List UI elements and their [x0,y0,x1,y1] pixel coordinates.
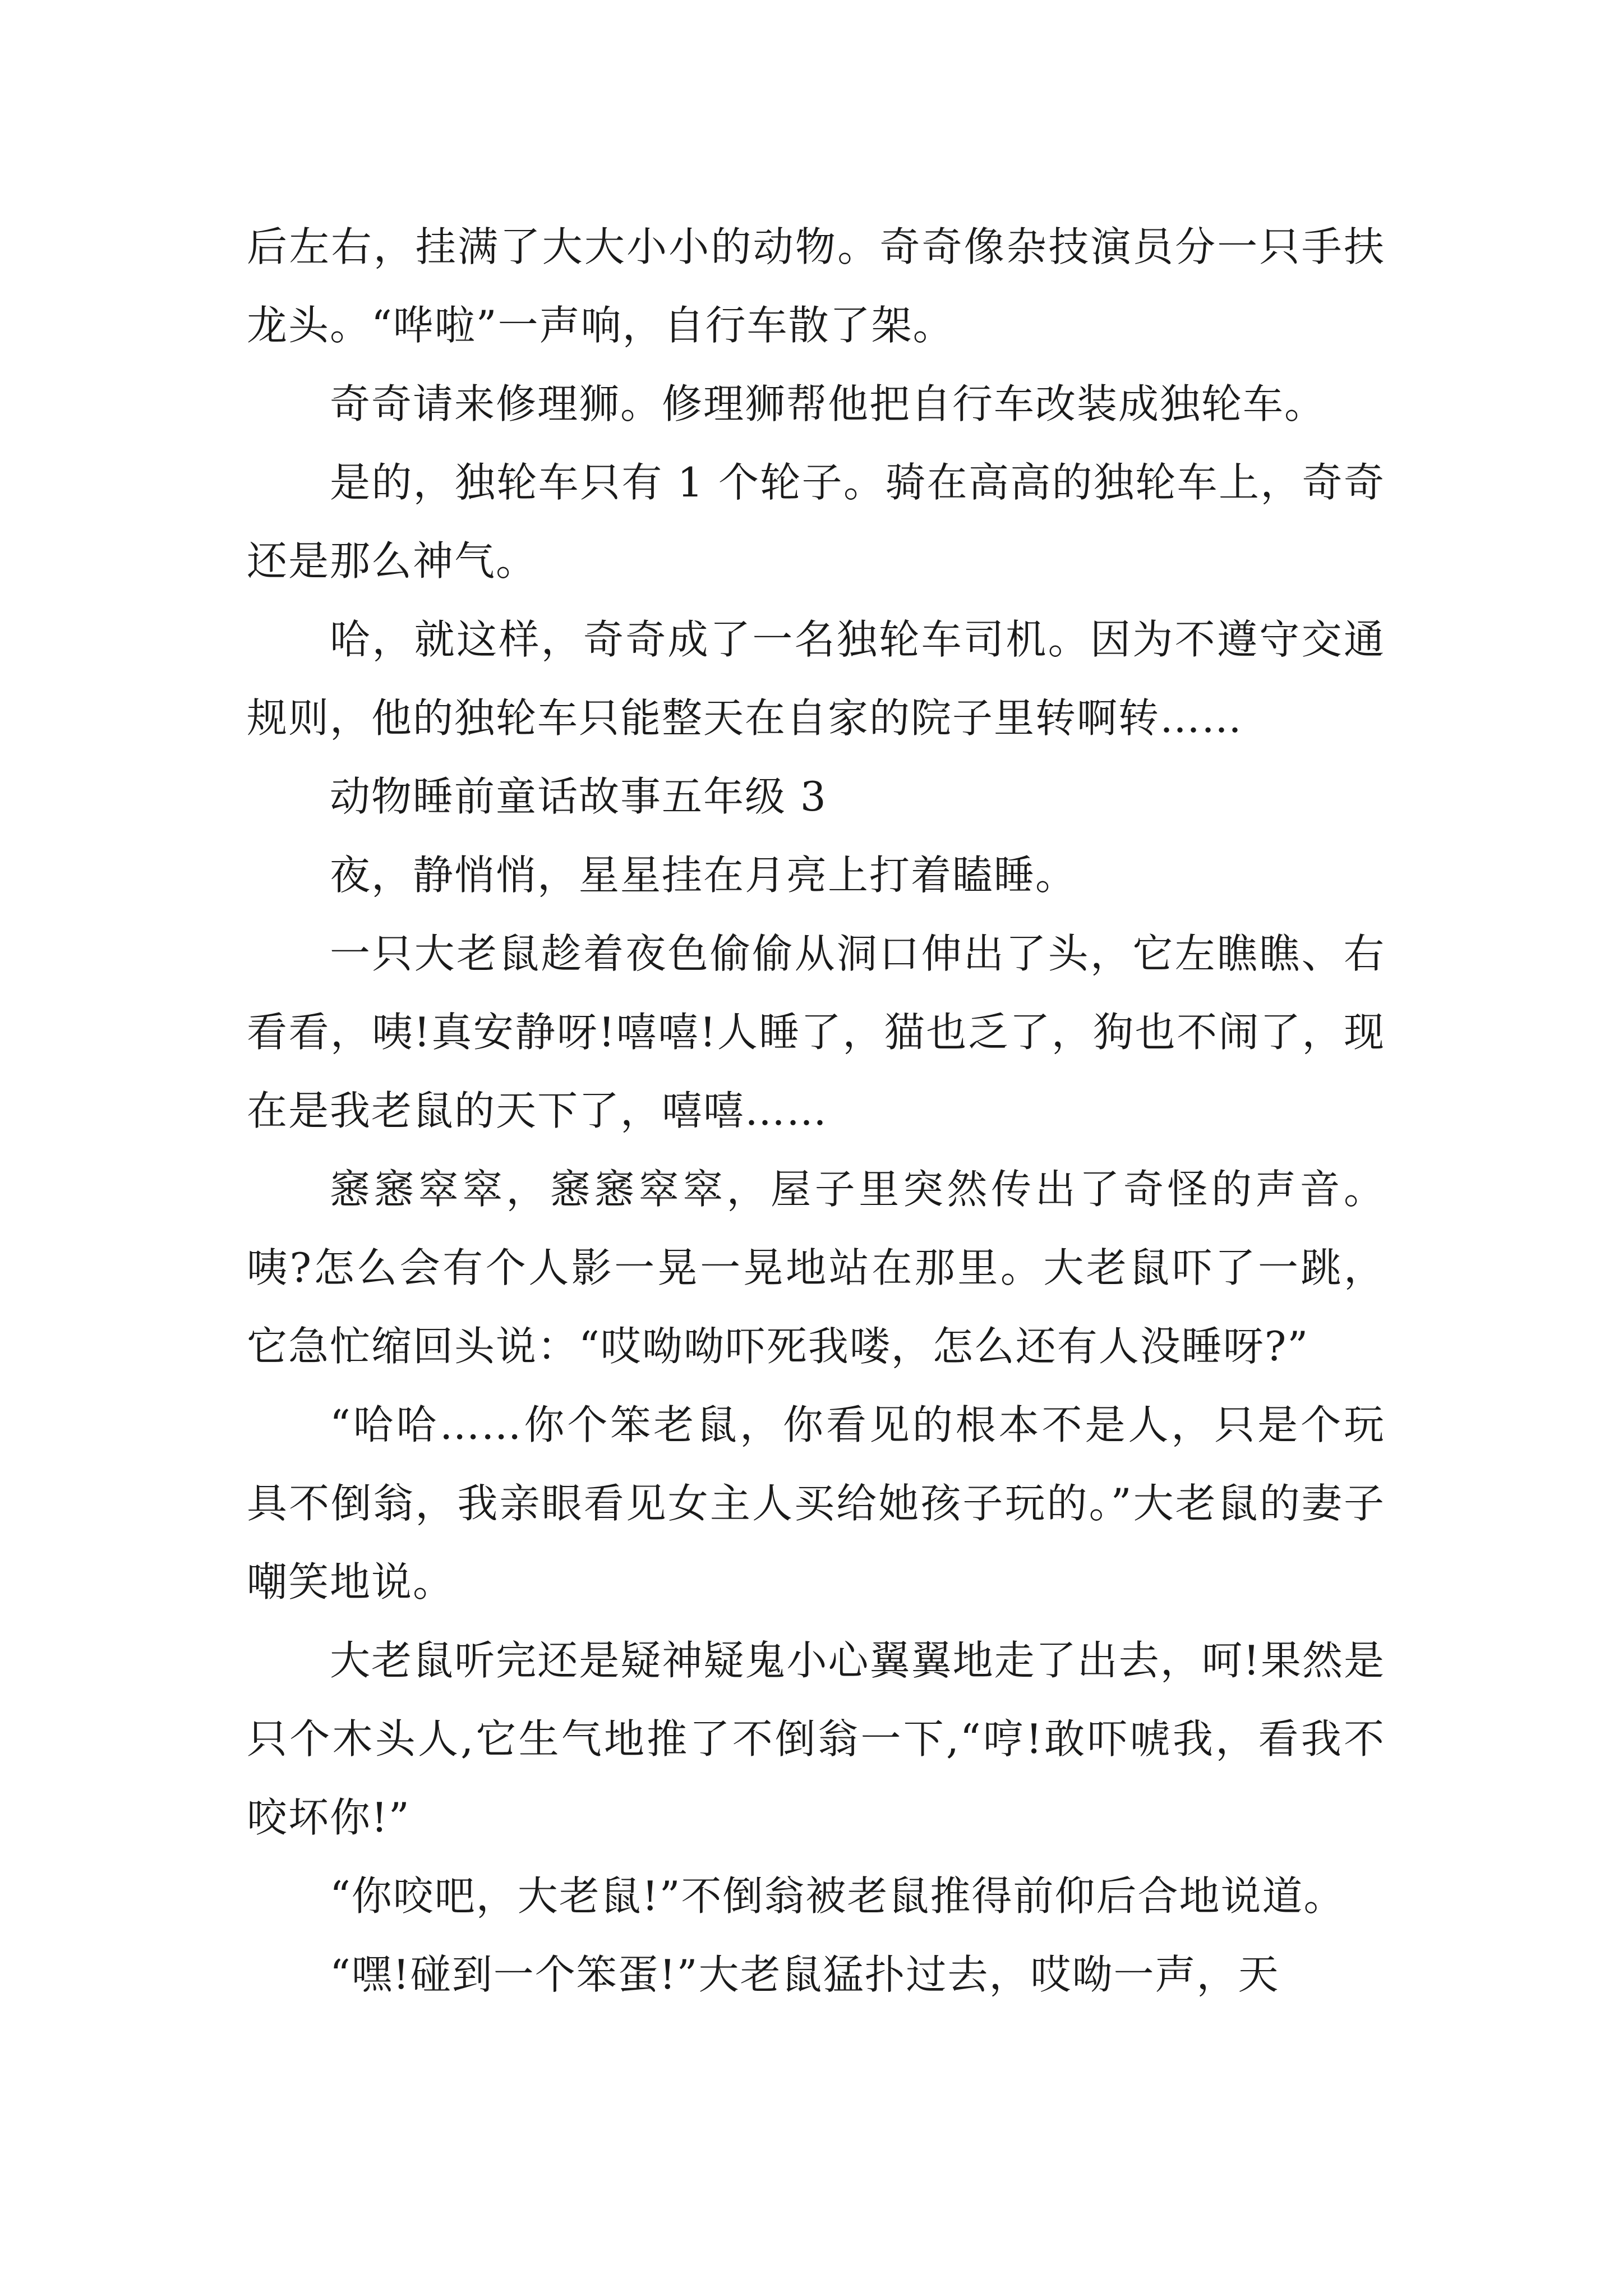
paragraph-2: 奇奇请来修理狮。修理狮帮他把自行车改装成独轮车。 [330,380,1326,427]
paragraph-12: “嘿!碰到一个笨蛋!”大老鼠猛扑过去，哎呦一声，天 [330,1951,1280,1998]
paragraph-9: “哈哈……你个笨老鼠，你看见的根本不是人，只是个玩具不倒翁，我亲眼看见女主人买给她孩子玩的。”大老鼠的妻子嘲笑地说。 [247,1401,1385,1605]
paragraph-3: 是的，独轮车只有 1 个轮子。骑在高高的独轮车上，奇奇还是那么神气。 [247,459,1385,585]
body-text [247,208,1385,2014]
paragraph-1: 后左右，挂满了大大小小的动物。奇奇像杂技演员分一只手扶龙头。“哗啦”一声响，自行车散了架。 [247,223,1385,349]
paragraph-7: 一只大老鼠趁着夜色偷偷从洞口伸出了头，它左瞧瞧、右看看，咦!真安静呀!嘻嘻!人睡了，猫也乏了，狗也不闹了，现在是我老鼠的天下了，嘻嘻…… [247,930,1385,1134]
paragraph-8: 窸窸窣窣，窸窸窣窣，屋子里突然传出了奇怪的声音。咦?怎么会有个人影一晃一晃地站在那里。大老鼠吓了一跳，它急忙缩回头说：“哎呦呦吓死我喽，怎么还有人没睡呀?” [247,1166,1385,1370]
paragraph-10: 大老鼠听完还是疑神疑鬼小心翼翼地走了出去，呵!果然是只个木头人,它生气地推了不倒翁一下,“哼!敢吓唬我，看我不咬坏你!” [247,1637,1385,1841]
paragraph-6: 夜，静悄悄，星星挂在月亮上打着瞌睡。 [330,852,1077,899]
paragraph-11: “你咬吧，大老鼠!”不倒翁被老鼠推得前仰后合地说道。 [330,1872,1345,1920]
section-heading: 动物睡前童话故事五年级 3 [330,773,827,820]
paragraph-4: 哈，就这样，奇奇成了一名独轮车司机。因为不遵守交通规则，他的独轮车只能整天在自家的院子里转啊转…… [247,616,1385,742]
